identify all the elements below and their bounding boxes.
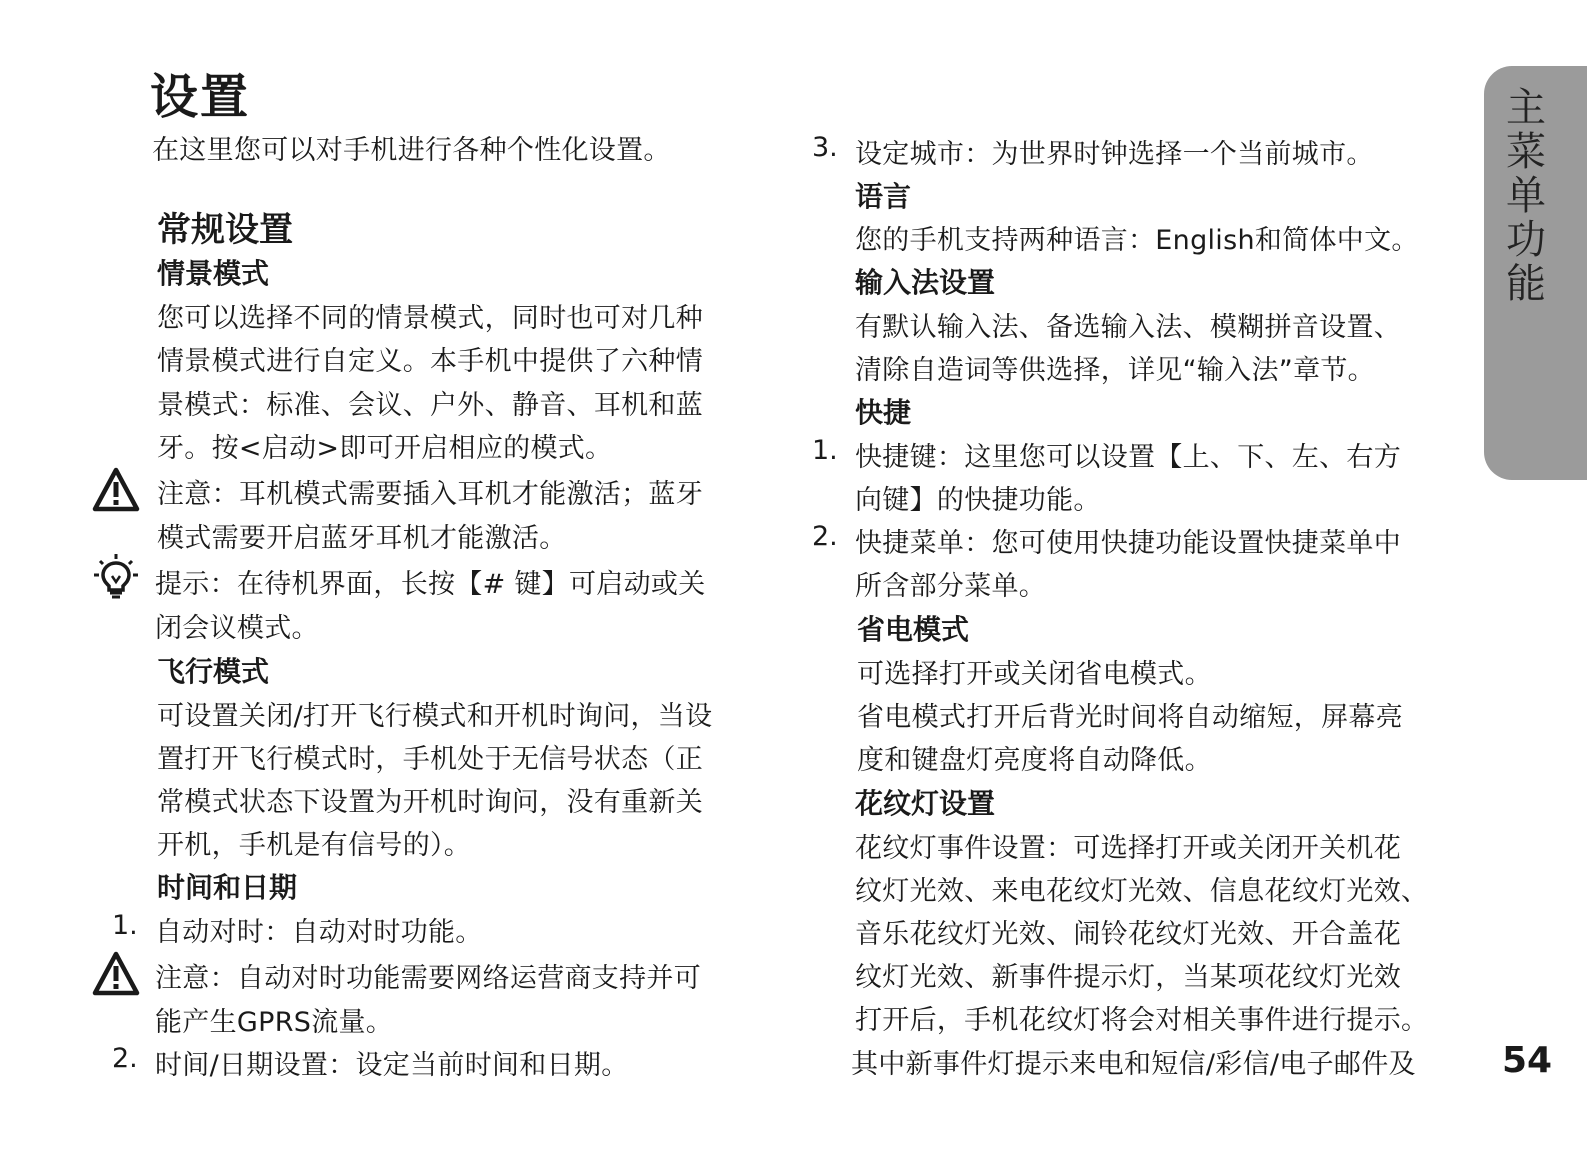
note-line: 能产生GPRS流量。 — [155, 1007, 394, 1038]
heading-input-method: 输入法设置 — [855, 266, 996, 299]
list-item: 快捷菜单：您可使用快捷功能设置快捷菜单中 — [855, 528, 1401, 559]
heading-shortcut: 快捷 — [855, 396, 912, 429]
list-number: 1. — [812, 435, 838, 466]
scene-mode-line: 景模式：标准、会议、户外、静音、耳机和蓝 — [157, 390, 703, 421]
heading-scene-mode: 情景模式 — [157, 257, 270, 290]
note-line: 注意：耳机模式需要插入耳机才能激活；蓝牙 — [157, 479, 703, 510]
list-number: 3. — [812, 132, 838, 163]
note-line: 注意：自动对时功能需要网络运营商支持并可 — [155, 963, 701, 994]
scene-mode-line: 牙。按<启动>即可开启相应的模式。 — [157, 433, 613, 464]
warning-triangle-icon — [92, 466, 140, 514]
list-item: 时间/日期设置：设定当前时间和日期。 — [155, 1050, 629, 1081]
flight-mode-line: 置打开飞行模式时，手机处于无信号状态（正 — [157, 744, 703, 775]
flight-mode-line: 开机，手机是有信号的）。 — [157, 830, 472, 861]
list-item: 所含部分菜单。 — [855, 571, 1047, 602]
pattern-light-line: 打开后，手机花纹灯将会对相关事件进行提示。 — [855, 1005, 1429, 1036]
scene-mode-line: 您可以选择不同的情景模式，同时也可对几种 — [157, 303, 703, 334]
tip-line: 闭会议模式。 — [155, 613, 319, 644]
warning-triangle-icon — [92, 950, 140, 998]
list-item: 自动对时：自动对时功能。 — [155, 917, 483, 948]
list-item: 向键】的快捷功能。 — [855, 485, 1101, 516]
input-method-line: 有默认输入法、备选输入法、模糊拼音设置、 — [855, 312, 1401, 343]
list-number: 2. — [112, 1043, 138, 1074]
page-number: 54 — [1502, 1040, 1553, 1081]
power-save-line: 可选择打开或关闭省电模式。 — [857, 659, 1212, 690]
power-save-line: 度和键盘灯亮度将自动降低。 — [857, 745, 1212, 776]
chapter-tab-label: 主菜单功能 — [1506, 85, 1546, 307]
scene-mode-line: 情景模式进行自定义。本手机中提供了六种情 — [157, 346, 703, 377]
pattern-light-line: 花纹灯事件设置：可选择打开或关闭开关机花 — [855, 833, 1401, 864]
heading-pattern-light: 花纹灯设置 — [855, 787, 996, 820]
page-title: 设置 — [150, 69, 251, 125]
section-title-general: 常规设置 — [157, 210, 293, 250]
language-text: 您的手机支持两种语言：English和简体中文。 — [855, 225, 1419, 256]
list-number: 1. — [112, 910, 138, 941]
list-item: 设定城市：为世界时钟选择一个当前城市。 — [855, 139, 1374, 170]
intro-text: 在这里您可以对手机进行各种个性化设置。 — [152, 135, 671, 166]
heading-power-save: 省电模式 — [857, 613, 970, 646]
heading-flight-mode: 飞行模式 — [157, 655, 270, 688]
power-save-line: 省电模式打开后背光时间将自动缩短，屏幕亮 — [857, 702, 1403, 733]
pattern-light-line: 其中新事件灯提示来电和短信/彩信/电子邮件及 — [851, 1049, 1416, 1080]
list-number: 2. — [812, 521, 838, 552]
pattern-light-line: 音乐花纹灯光效、闹铃花纹灯光效、开合盖花 — [855, 919, 1401, 950]
heading-time-date: 时间和日期 — [157, 871, 298, 904]
flight-mode-line: 常模式状态下设置为开机时询问，没有重新关 — [157, 787, 703, 818]
heading-language: 语言 — [855, 180, 912, 213]
note-line: 模式需要开启蓝牙耳机才能激活。 — [157, 523, 567, 554]
flight-mode-line: 可设置关闭/打开飞行模式和开机时询问，当设 — [157, 701, 713, 732]
lightbulb-icon — [92, 552, 140, 600]
list-item: 快捷键：这里您可以设置【上、下、左、右方 — [855, 442, 1401, 473]
pattern-light-line: 纹灯光效、新事件提示灯，当某项花纹灯光效 — [855, 962, 1401, 993]
tip-line: 提示：在待机界面，长按【# 键】可启动或关 — [155, 569, 706, 600]
pattern-light-line: 纹灯光效、来电花纹灯光效、信息花纹灯光效、 — [855, 876, 1429, 907]
input-method-line: 清除自造词等供选择，详见“输入法”章节。 — [855, 355, 1375, 386]
